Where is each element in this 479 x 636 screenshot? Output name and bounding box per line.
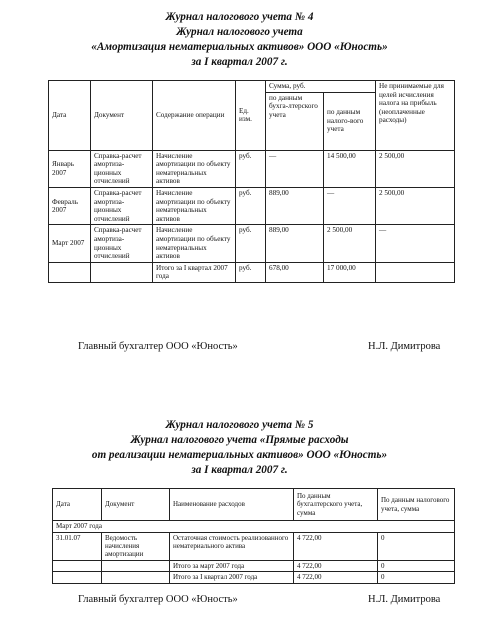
header-tax: По данным налогового учета, сумма — [378, 489, 455, 521]
cell-acc: 4 722,00 — [294, 532, 378, 560]
cell-content: Начисление амортизации по объекту нематериальных активов — [153, 150, 236, 187]
total-acc: 4 722,00 — [294, 560, 378, 571]
total-row — [49, 262, 455, 282]
header-sum-tax: по данным налого-вого учета — [324, 92, 376, 150]
cell-unit: руб. — [236, 225, 266, 262]
title-line: от реализации нематериальных активов» ООО «Юность» — [91, 449, 388, 461]
header-content: Содержание операции — [153, 81, 236, 151]
total-tax: 17 000,00 — [324, 262, 376, 282]
cell-document: Справка-расчет амортиза-ционных отчислений — [91, 150, 153, 187]
title-line: Журнал налогового учета «Прямые расходы — [130, 434, 349, 446]
cell-empty — [102, 560, 170, 571]
cell-tax: 2 500,00 — [324, 225, 376, 262]
header-row — [49, 81, 455, 93]
signature-role: Главный бухгалтер ООО «Юность» — [78, 341, 238, 352]
total-label: Итого за март 2007 года — [170, 560, 294, 571]
title-line: Журнал налогового учета — [176, 26, 303, 38]
header-sum-accounting: по данным бухга-лтерского учета — [266, 92, 324, 150]
cell-unit: руб. — [236, 187, 266, 224]
table-row — [49, 225, 455, 262]
total-row — [53, 572, 455, 583]
table-row — [49, 187, 455, 224]
cell-expense-name: Остаточная стоимость реализованного нематериального актива — [170, 532, 294, 560]
signature-name: Н.Л. Димитрова — [368, 594, 441, 605]
cell-date: Январь 2007 — [49, 150, 91, 187]
total-label: Итого за I квартал 2007 года — [170, 572, 294, 583]
cell-document: Справка-расчет амортиза-ционных отчислений — [91, 225, 153, 262]
signature-name: Н.Л. Димитрова — [368, 341, 441, 352]
journal-4-title — [0, 10, 479, 70]
journal-5-title — [0, 418, 479, 478]
cell-empty — [91, 262, 153, 282]
header-document: Документ — [91, 81, 153, 151]
cell-not-accepted: — — [376, 225, 455, 262]
total-tax: 0 — [378, 560, 455, 571]
total-label: Итого за I квартал 2007 года — [153, 262, 236, 282]
total-tax: 0 — [378, 572, 455, 583]
header-date: Дата — [53, 489, 102, 521]
cell-tax: 0 — [378, 532, 455, 560]
title-line: Журнал налогового учета № 4 — [165, 11, 314, 23]
header-expense-name: Наименование расходов — [170, 489, 294, 521]
total-acc: 678,00 — [266, 262, 324, 282]
title-line: за I квартал 2007 г. — [191, 464, 288, 476]
header-row — [53, 489, 455, 521]
title-line: «Амортизация нематериальных активов» ООО «Юность» — [91, 41, 388, 53]
signature-role: Главный бухгалтер ООО «Юность» — [78, 594, 238, 605]
header-document: Документ — [102, 489, 170, 521]
cell-empty — [53, 572, 102, 583]
header-acc: По данным бухгалтерского учета, сумма — [294, 489, 378, 521]
total-row — [53, 560, 455, 571]
total-not-accepted — [376, 262, 455, 282]
cell-empty — [49, 262, 91, 282]
header-sum-group: Сумма, руб. — [266, 81, 376, 93]
title-line: Журнал налогового учета № 5 — [165, 419, 314, 431]
cell-content: Начисление амортизации по объекту нематериальных активов — [153, 187, 236, 224]
cell-tax: 14 500,00 — [324, 150, 376, 187]
total-acc: 4 722,00 — [294, 572, 378, 583]
section-label: Март 2007 года — [53, 521, 455, 532]
cell-not-accepted: 2 500,00 — [376, 150, 455, 187]
journal-5-table — [52, 488, 455, 584]
section-row — [53, 521, 455, 532]
table-row — [49, 150, 455, 187]
cell-acc: 889,00 — [266, 225, 324, 262]
cell-date: 31.01.07 — [53, 532, 102, 560]
cell-document: Ведомость начисления амортизации — [102, 532, 170, 560]
cell-not-accepted: 2 500,00 — [376, 187, 455, 224]
header-date: Дата — [49, 81, 91, 151]
cell-document: Справка-расчет амортиза-ционных отчислений — [91, 187, 153, 224]
cell-content: Начисление амортизации по объекту нематериальных активов — [153, 225, 236, 262]
journal-4-table — [48, 80, 455, 283]
cell-date: Март 2007 — [49, 225, 91, 262]
cell-empty — [53, 560, 102, 571]
total-unit: руб. — [236, 262, 266, 282]
cell-acc: 889,00 — [266, 187, 324, 224]
table-row — [53, 532, 455, 560]
cell-date: Февраль 2007 — [49, 187, 91, 224]
cell-tax: — — [324, 187, 376, 224]
header-not-accepted: Не принимаемые для целей исчисления налога на прибыль (неоплаченные расходы) — [376, 81, 455, 151]
cell-unit: руб. — [236, 150, 266, 187]
cell-acc: — — [266, 150, 324, 187]
cell-empty — [102, 572, 170, 583]
title-line: за I квартал 2007 г. — [191, 56, 288, 68]
header-unit: Ед. изм. — [236, 81, 266, 151]
